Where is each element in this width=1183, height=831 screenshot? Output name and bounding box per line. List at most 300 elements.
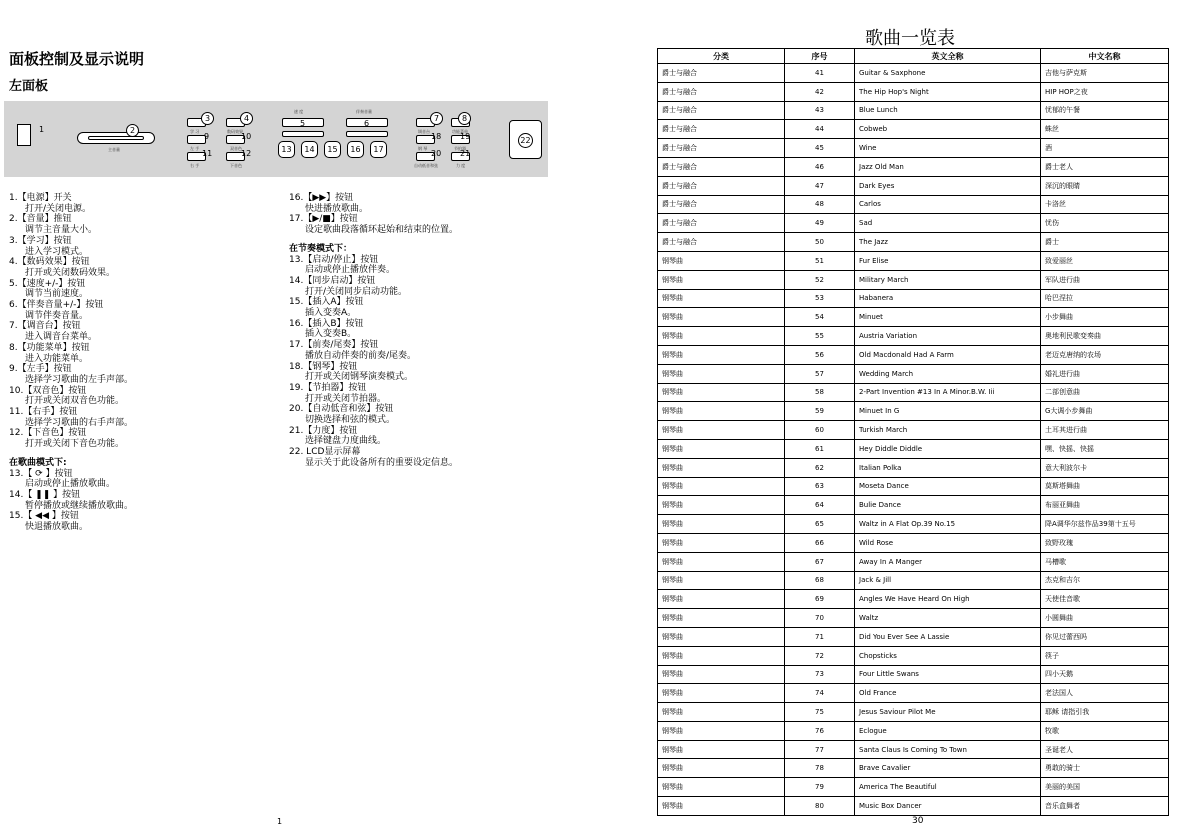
item-title: 21.【力度】按钮 — [289, 425, 358, 436]
cell-number: 65 — [785, 515, 855, 534]
cell-chinese: 小圆舞曲 — [1041, 609, 1169, 628]
cell-category: 爵士与融合 — [658, 120, 785, 139]
page-number-right: 30 — [912, 816, 924, 826]
cell-chinese: 蛛丝 — [1041, 120, 1169, 139]
cell-chinese: 军队进行曲 — [1041, 270, 1169, 289]
piano-tiny: 钢 琴 — [418, 146, 428, 151]
label-3: 3 — [201, 112, 214, 125]
cell-chinese: 卡洛丝 — [1041, 195, 1169, 214]
cell-number: 55 — [785, 327, 855, 346]
button-17-icon: 17 — [370, 141, 387, 158]
cell-category: 钢琴曲 — [658, 627, 785, 646]
cell-chinese: 圣诞老人 — [1041, 740, 1169, 759]
table-row — [658, 101, 1169, 120]
touch-tiny: 力 度 — [456, 163, 466, 168]
cell-category: 钢琴曲 — [658, 289, 785, 308]
label-21: 21 — [460, 149, 471, 158]
lower-tiny: 下音色 — [230, 163, 242, 168]
cell-category: 钢琴曲 — [658, 684, 785, 703]
mode-heading: 在歌曲模式下: — [9, 457, 67, 468]
item-title: 18.【钢琴】按钮 — [289, 361, 358, 372]
left-page — [0, 0, 590, 831]
cell-chinese: 哈巴涅拉 — [1041, 289, 1169, 308]
table-row — [658, 571, 1169, 590]
item-title: 15.【插入A】按钮 — [289, 297, 364, 308]
cell-chinese: 意大利波尔卡 — [1041, 458, 1169, 477]
tone-tiny: 调音台 — [418, 129, 430, 134]
cell-number: 53 — [785, 289, 855, 308]
cell-chinese: 筷子 — [1041, 646, 1169, 665]
func-tiny: 功能菜单 — [452, 129, 468, 134]
learn-tiny: 学 习 — [190, 129, 200, 134]
table-row — [658, 402, 1169, 421]
tempo-strip-icon — [282, 131, 324, 137]
table-row — [658, 646, 1169, 665]
item-title: 10.【双音色】按钮 — [9, 385, 87, 396]
item-title: 9.【左手】按钮 — [9, 364, 72, 375]
cell-number: 48 — [785, 195, 855, 214]
cell-chinese: 致爱丽丝 — [1041, 251, 1169, 270]
cell-english: Did You Ever See A Lassie — [855, 627, 1041, 646]
table-row — [658, 515, 1169, 534]
cell-category: 钢琴曲 — [658, 740, 785, 759]
cell-chinese: 二部创意曲 — [1041, 383, 1169, 402]
cell-number: 52 — [785, 270, 855, 289]
table-row — [658, 609, 1169, 628]
table-row — [658, 439, 1169, 458]
acc-strip-icon — [346, 131, 388, 137]
cell-english: Cobweb — [855, 120, 1041, 139]
cell-category: 钢琴曲 — [658, 345, 785, 364]
label-19: 19 — [460, 132, 471, 141]
cell-chinese: 老法国人 — [1041, 684, 1169, 703]
item-desc: 选择学习歌曲的左手声部。 — [25, 374, 134, 385]
dual-tiny: 双音色 — [230, 146, 242, 151]
cell-chinese: 四小天鹅 — [1041, 665, 1169, 684]
button-13-icon: 13 — [278, 141, 295, 158]
cell-chinese: 老迈克唐纳的农场 — [1041, 345, 1169, 364]
item-title: 7.【调音台】按钮 — [9, 321, 81, 332]
item-title: 5.【速度+/-】按钮 — [9, 278, 86, 289]
cell-category: 钢琴曲 — [658, 421, 785, 440]
page-title: 面板控制及显示说明 — [9, 50, 145, 68]
cell-category: 钢琴曲 — [658, 402, 785, 421]
cell-category: 钢琴曲 — [658, 515, 785, 534]
button-15-icon: 15 — [324, 141, 341, 158]
cell-category: 爵士与融合 — [658, 176, 785, 195]
cell-chinese: G大调小步舞曲 — [1041, 402, 1169, 421]
item-title: 2.【音量】推钮 — [9, 214, 72, 225]
item-desc: 打开或关闭下音色功能。 — [25, 439, 125, 450]
label-6: 6 — [364, 119, 370, 128]
table-row — [658, 665, 1169, 684]
label-11: 11 — [202, 149, 213, 158]
table-row — [658, 176, 1169, 195]
cell-number: 77 — [785, 740, 855, 759]
cell-category: 爵士与融合 — [658, 157, 785, 176]
cell-chinese: 深沉的眼睛 — [1041, 176, 1169, 195]
cell-number: 47 — [785, 176, 855, 195]
item-desc: 调节主音量大小。 — [25, 225, 98, 236]
label-5: 5 — [300, 119, 306, 128]
item-desc: 进入调音台菜单。 — [25, 332, 98, 343]
cell-english: Chopsticks — [855, 646, 1041, 665]
item-title: 20.【自动低音和弦】按钮 — [289, 404, 394, 415]
cell-number: 76 — [785, 721, 855, 740]
item-title: 14.【同步启动】按钮 — [289, 275, 376, 286]
cell-english: Turkish March — [855, 421, 1041, 440]
cell-chinese: 婚礼进行曲 — [1041, 364, 1169, 383]
item-desc: 快退播放歌曲。 — [25, 522, 89, 533]
cell-english: Wedding March — [855, 364, 1041, 383]
table-row — [658, 533, 1169, 552]
item-desc: 打开或关闭节拍器。 — [305, 393, 387, 404]
digital-tiny: 数码效果 — [227, 129, 243, 134]
table-row — [658, 327, 1169, 346]
cell-english: Moseta Dance — [855, 477, 1041, 496]
table-row — [658, 721, 1169, 740]
item-desc: 选择学习歌曲的右手声部。 — [25, 417, 134, 428]
cell-english: Brave Cavalier — [855, 759, 1041, 778]
table-row — [658, 345, 1169, 364]
table-row — [658, 139, 1169, 158]
header-category: 分类 — [658, 49, 785, 64]
volume-tiny-label: 主音量 — [108, 147, 120, 152]
cell-chinese: 土耳其进行曲 — [1041, 421, 1169, 440]
item-title: 13.【 ⟳ 】按钮 — [9, 468, 73, 479]
cell-english: America The Beautiful — [855, 778, 1041, 797]
cell-chinese: 小步舞曲 — [1041, 308, 1169, 327]
cell-number: 42 — [785, 82, 855, 101]
table-row — [658, 82, 1169, 101]
tempo-tiny: 速 度 — [294, 109, 304, 114]
cell-category: 爵士与融合 — [658, 64, 785, 83]
item-desc: 打开/关闭电源。 — [25, 203, 92, 214]
cell-category: 钢琴曲 — [658, 721, 785, 740]
cell-english: Hey Diddle Diddle — [855, 439, 1041, 458]
cell-number: 75 — [785, 703, 855, 722]
left-panel-diagram — [4, 101, 548, 177]
cell-english: Minuet — [855, 308, 1041, 327]
lcd-display-icon — [509, 120, 542, 159]
cell-english: Dark Eyes — [855, 176, 1041, 195]
table-row — [658, 233, 1169, 252]
table-row — [658, 270, 1169, 289]
cell-chinese: HIP HOP之夜 — [1041, 82, 1169, 101]
cell-number: 54 — [785, 308, 855, 327]
cell-category: 钢琴曲 — [658, 496, 785, 515]
cell-english: Jazz Old Man — [855, 157, 1041, 176]
label-8: 8 — [458, 112, 471, 125]
cell-category: 钢琴曲 — [658, 646, 785, 665]
cell-category: 钢琴曲 — [658, 383, 785, 402]
item-desc: 打开/关闭同步启动功能。 — [305, 286, 408, 297]
item-desc: 进入学习模式。 — [25, 246, 89, 257]
table-row — [658, 590, 1169, 609]
item-title: 17.【前奏/尾奏】按钮 — [289, 340, 379, 351]
item-title: 4.【数码效果】按钮 — [9, 257, 90, 268]
cell-number: 44 — [785, 120, 855, 139]
cell-chinese: 天使佳音歌 — [1041, 590, 1169, 609]
cell-english: Four Little Swans — [855, 665, 1041, 684]
page-number-left: 1 — [277, 817, 283, 826]
cell-category: 爵士与融合 — [658, 82, 785, 101]
cell-english: Bulie Dance — [855, 496, 1041, 515]
cell-number: 49 — [785, 214, 855, 233]
table-row — [658, 458, 1169, 477]
table-row — [658, 496, 1169, 515]
label-22: 22 — [518, 133, 533, 148]
cell-number: 61 — [785, 439, 855, 458]
button-16-icon: 16 — [347, 141, 364, 158]
label-9: 9 — [204, 132, 210, 141]
cell-english: Minuet In G — [855, 402, 1041, 421]
cell-chinese: 耶稣 请指引我 — [1041, 703, 1169, 722]
cell-number: 64 — [785, 496, 855, 515]
table-row — [658, 703, 1169, 722]
cell-category: 钢琴曲 — [658, 759, 785, 778]
cell-english: Italian Polka — [855, 458, 1041, 477]
label-1: 1 — [39, 125, 45, 134]
cell-number: 68 — [785, 571, 855, 590]
item-title: 6.【伴奏音量+/-】按钮 — [9, 300, 104, 311]
header-number: 序号 — [785, 49, 855, 64]
table-row — [658, 195, 1169, 214]
item-desc: 打开或关闭钢琴演奏模式。 — [305, 372, 414, 383]
cell-category: 钢琴曲 — [658, 439, 785, 458]
cell-category: 钢琴曲 — [658, 251, 785, 270]
cell-number: 66 — [785, 533, 855, 552]
cell-category: 爵士与融合 — [658, 101, 785, 120]
cell-english: Guitar & Saxphone — [855, 64, 1041, 83]
cell-number: 69 — [785, 590, 855, 609]
table-row — [658, 214, 1169, 233]
cell-number: 71 — [785, 627, 855, 646]
description-column-2 — [289, 193, 458, 469]
cell-chinese: 美丽的美国 — [1041, 778, 1169, 797]
item-title: 3.【学习】按钮 — [9, 235, 72, 246]
cell-category: 钢琴曲 — [658, 590, 785, 609]
table-row — [658, 797, 1169, 816]
table-row — [658, 740, 1169, 759]
cell-chinese: 嘿、快摇、快摇 — [1041, 439, 1169, 458]
cell-number: 41 — [785, 64, 855, 83]
cell-number: 45 — [785, 139, 855, 158]
item-desc: 启动或停止播放歌曲。 — [25, 479, 116, 490]
item-desc: 打开或关闭双音色功能。 — [25, 396, 125, 407]
cell-category: 钢琴曲 — [658, 778, 785, 797]
item-desc: 插入变奏A。 — [305, 308, 357, 319]
cell-chinese: 马槽歌 — [1041, 552, 1169, 571]
table-row — [658, 157, 1169, 176]
chord-tiny: 自动低音和弦 — [414, 163, 438, 168]
table-row — [658, 251, 1169, 270]
table-row — [658, 778, 1169, 797]
cell-category: 钢琴曲 — [658, 364, 785, 383]
item-desc: 启动或停止播放伴奏。 — [305, 265, 396, 276]
song-list-title: 歌曲一览表 — [865, 28, 955, 49]
label-10: 10 — [241, 132, 252, 141]
cell-number: 80 — [785, 797, 855, 816]
cell-english: The Hip Hop's Night — [855, 82, 1041, 101]
item-title: 16.【▶▶】按钮 — [289, 193, 354, 203]
cell-english: Santa Claus Is Coming To Town — [855, 740, 1041, 759]
table-row — [658, 477, 1169, 496]
table-row — [658, 120, 1169, 139]
item-desc: 切换选择和弦的模式。 — [305, 415, 396, 426]
header-chinese: 中文名称 — [1041, 49, 1169, 64]
table-row — [658, 64, 1169, 83]
cell-category: 钢琴曲 — [658, 571, 785, 590]
table-row — [658, 627, 1169, 646]
label-2: 2 — [126, 124, 139, 137]
cell-number: 58 — [785, 383, 855, 402]
label-20: 20 — [431, 149, 442, 158]
cell-number: 46 — [785, 157, 855, 176]
item-title: 22. LCD显示屏幕 — [289, 447, 361, 458]
cell-english: Away In A Manger — [855, 552, 1041, 571]
item-desc: 调节伴奏音量。 — [25, 310, 89, 321]
cell-category: 钢琴曲 — [658, 270, 785, 289]
cell-number: 70 — [785, 609, 855, 628]
cell-chinese: 酒 — [1041, 139, 1169, 158]
label-4: 4 — [240, 112, 253, 125]
cell-number: 56 — [785, 345, 855, 364]
left-tiny: 左 手 — [190, 146, 200, 151]
item-desc: 打开或关闭数码效果。 — [25, 267, 116, 278]
metronome-tiny: 节拍器 — [454, 146, 466, 151]
cell-english: 2-Part Invention #13 In A Minor.B.W. Iii — [855, 383, 1041, 402]
acc-volume-tiny: 伴奏音量 — [356, 109, 372, 114]
cell-category: 钢琴曲 — [658, 609, 785, 628]
label-7: 7 — [430, 112, 443, 125]
description-column-1 — [9, 193, 133, 533]
table-row — [658, 383, 1169, 402]
cell-chinese: 致野玫瑰 — [1041, 533, 1169, 552]
cell-chinese: 勇敢的骑士 — [1041, 759, 1169, 778]
cell-category: 钢琴曲 — [658, 797, 785, 816]
item-title: 13.【启动/停止】按钮 — [289, 254, 379, 265]
cell-category: 钢琴曲 — [658, 703, 785, 722]
cell-number: 57 — [785, 364, 855, 383]
cell-english: Jesus Saviour Pilot Me — [855, 703, 1041, 722]
cell-english: Sad — [855, 214, 1041, 233]
cell-english: The Jazz — [855, 233, 1041, 252]
cell-english: Wild Rose — [855, 533, 1041, 552]
cell-number: 50 — [785, 233, 855, 252]
cell-category: 爵士与融合 — [658, 139, 785, 158]
cell-english: Carlos — [855, 195, 1041, 214]
cell-number: 78 — [785, 759, 855, 778]
cell-category: 钢琴曲 — [658, 665, 785, 684]
cell-chinese: 莫斯塔舞曲 — [1041, 477, 1169, 496]
section-title: 左面板 — [9, 79, 49, 94]
cell-category: 爵士与融合 — [658, 214, 785, 233]
cell-number: 60 — [785, 421, 855, 440]
item-desc: 进入功能菜单。 — [25, 353, 89, 364]
power-switch-icon — [17, 124, 31, 146]
cell-chinese: 你见过蕾西吗 — [1041, 627, 1169, 646]
cell-english: Music Box Dancer — [855, 797, 1041, 816]
cell-english: Old Macdonald Had A Farm — [855, 345, 1041, 364]
cell-number: 72 — [785, 646, 855, 665]
cell-number: 74 — [785, 684, 855, 703]
right-tiny: 右 手 — [190, 163, 200, 168]
item-desc: 插入变奏B。 — [305, 329, 357, 340]
cell-chinese: 爵士 — [1041, 233, 1169, 252]
item-desc: 设定歌曲段落循环起始和结束的位置。 — [305, 225, 459, 236]
cell-english: Waltz in A Flat Op.39 No.15 — [855, 515, 1041, 534]
cell-chinese: 忧伤 — [1041, 214, 1169, 233]
cell-category: 爵士与融合 — [658, 233, 785, 252]
cell-chinese: 忧郁的午餐 — [1041, 101, 1169, 120]
cell-category: 钢琴曲 — [658, 552, 785, 571]
cell-english: Wine — [855, 139, 1041, 158]
item-title: 11.【右手】按钮 — [9, 407, 78, 418]
table-row — [658, 308, 1169, 327]
cell-chinese: 奥地利民歌变奏曲 — [1041, 327, 1169, 346]
cell-chinese: 牧歌 — [1041, 721, 1169, 740]
cell-number: 59 — [785, 402, 855, 421]
cell-english: Old France — [855, 684, 1041, 703]
table-row — [658, 421, 1169, 440]
cell-english: Fur Elise — [855, 251, 1041, 270]
table-row — [658, 759, 1169, 778]
table-row — [658, 364, 1169, 383]
item-desc: 暂停播放或继续播放歌曲。 — [25, 500, 134, 511]
cell-english: Eclogue — [855, 721, 1041, 740]
cell-english: Habanera — [855, 289, 1041, 308]
cell-category: 爵士与融合 — [658, 195, 785, 214]
label-18: 18 — [431, 132, 442, 141]
cell-category: 钢琴曲 — [658, 533, 785, 552]
cell-number: 73 — [785, 665, 855, 684]
cell-chinese: 音乐盒舞者 — [1041, 797, 1169, 816]
cell-number: 51 — [785, 251, 855, 270]
cell-chinese: 降A调华尔兹作品39第十五号 — [1041, 515, 1169, 534]
item-title: 12.【下音色】按钮 — [9, 428, 87, 439]
header-english: 英文全称 — [855, 49, 1041, 64]
cell-category: 钢琴曲 — [658, 308, 785, 327]
item-title: 1.【电源】开关 — [9, 193, 72, 203]
cell-english: Austria Variation — [855, 327, 1041, 346]
cell-category: 钢琴曲 — [658, 477, 785, 496]
cell-english: Angles We Have Heard On High — [855, 590, 1041, 609]
cell-chinese: 杰克和吉尔 — [1041, 571, 1169, 590]
cell-english: Blue Lunch — [855, 101, 1041, 120]
mode-heading: 在节奏模式下： — [289, 243, 353, 254]
cell-number: 62 — [785, 458, 855, 477]
item-title: 16.【插入B】按钮 — [289, 318, 364, 329]
item-title: 19.【节拍器】按钮 — [289, 382, 367, 393]
table-row — [658, 289, 1169, 308]
song-table — [657, 48, 1169, 816]
item-desc: 快进播放歌曲。 — [305, 203, 369, 214]
button-14-icon: 14 — [301, 141, 318, 158]
label-12: 12 — [241, 149, 252, 158]
cell-chinese: 爵士老人 — [1041, 157, 1169, 176]
item-desc: 播放自动伴奏的前奏/尾奏。 — [305, 350, 417, 361]
cell-category: 钢琴曲 — [658, 327, 785, 346]
table-header-row — [658, 49, 1169, 64]
cell-number: 79 — [785, 778, 855, 797]
item-title: 8.【功能菜单】按钮 — [9, 342, 90, 353]
item-desc: 选择键盘力度曲线。 — [305, 436, 387, 447]
item-title: 17.【▶/■】按钮 — [289, 214, 358, 225]
volume-slider-icon — [77, 132, 155, 144]
table-row — [658, 552, 1169, 571]
table-row — [658, 684, 1169, 703]
